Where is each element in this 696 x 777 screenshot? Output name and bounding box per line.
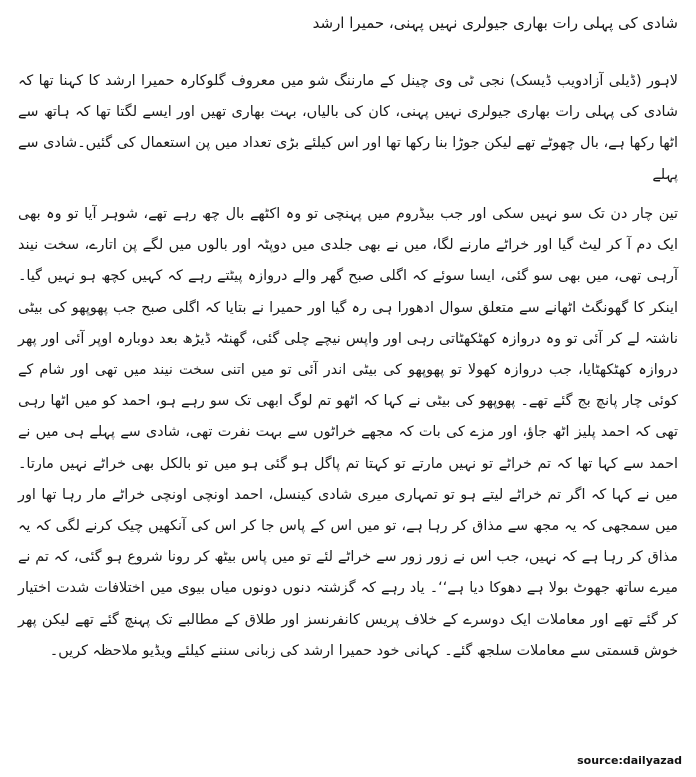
article-title: شادی کی پہلی رات بھاری جیولری نہیں پہنی، حمیرا ارشد: [312, 14, 678, 32]
source-credit: source:dailyazad: [577, 754, 682, 767]
article-paragraph-1: لاہور (ڈیلی آزادویب ڈیسک) نجی ٹی وی چینل کے مارننگ شو میں معروف گلوکارہ حمیرا ارشد کا کہنا تھا کہ شادی کی پہلی رات بھاری جیولری نہیں پہنی، کان کی بالیاں، بہت بھاری تھیں اور ایسے لگتا تھا کہ ہاتھ سے اٹھا رکھا ہے، بال چھوٹے تھے لیکن جوڑا بنا رکھا تھا اور اس کیلئے بڑی تعداد میں پن استعمال کی گئیں۔شادی سے پہلے: [18, 73, 678, 183]
article-paragraph-2: تین چار دن تک سو نہیں سکی اور جب بیڈروم میں پہنچی تو وہ اکٹھے بال چھ رہے تھے، شوہر آیا تو وہ بھی ایک دم آ کر لیٹ گیا اور خراٹے مارنے لگا، میں نے بھی جلدی میں دوپٹہ اور بالوں میں لگے پن اتارے، سخت نیند آرہی تھی، میں بھی سو گئی، ایسا سوئے کہ اگلی صبح گھر والے دروازہ پیٹتے رہے کہ کہیں کچھ ہو نہیں گیا۔ اینکر کا گھونگٹ اٹھانے سے متعلق سوال ادھورا ہی رہ گیا اور حمیرا نے بتایا کہ اگلی صبح جب پھوپھو کی بیٹی ناشتہ لے کر آئی تو وہ دروازہ کھٹکھٹاتی رہی اور واپس نیچے چلی گئی، گھنٹہ ڈیڑھ بعد دوبارہ اوپر آئی اور پھر دروازہ کھٹکھٹایا، جب دروازہ کھولا تو پھوپھو کی بیٹی اندر آئی تو میں اتنی سخت نیند میں تھی اور شام کے کوئی چار پانچ بج گئے تھے۔ پھوپھو کی بیٹی نے کہا کہ اٹھو تم لوگ ابھی تک سو رہے ہو، احمد کو میں اٹھا رہی تھی کہ احمد پلیز اٹھ جاؤ، اور مزے کی بات کہ مجھے خراٹوں سے بہت نفرت تھی، شادی سے پہلے ہی میں نے احمد سے کہا تھا کہ تم خراٹے تو نہیں مارتے تو کہتا تم پاگل ہو گئی ہو میں تو بالکل بھی خراٹے نہیں مارتا۔ میں نے کہا کہ اگر تم خراٹے لیتے ہو تو تمہاری میری شادی کینسل، احمد اونچی اونچی خراٹے مار رہا تھا اور میں سمجھی کہ یہ مجھ سے مذاق کر رہا ہے، تو میں اس کے پاس جا کر اس کی آنکھیں چیک کرنے لگی کہ یہ مذاق کر رہا ہے کہ نہیں، جب اس نے زور زور سے خراٹے لئے تو میں پاس بیٹھ کر رونا شروع ہو گئی، کہ تم نے میرے ساتھ جھوٹ بولا ہے دھوکا دیا ہے‘‘۔ یاد رہے کہ گزشتہ دنوں دونوں میاں بیوی میں اختلافات شدت اختیار کر گئے تھے اور معاملات ایک دوسرے کے خلاف پریس کانفرنسز اور طلاق کے مطالبے تک پہنچ گئے تھے لیکن پھر خوش قسمتی سے معاملات سلجھ گئے۔ کہانی خود حمیرا ارشد کی زبانی سننے کیلئے ویڈیو ملاحظہ کریں۔: [18, 206, 678, 659]
